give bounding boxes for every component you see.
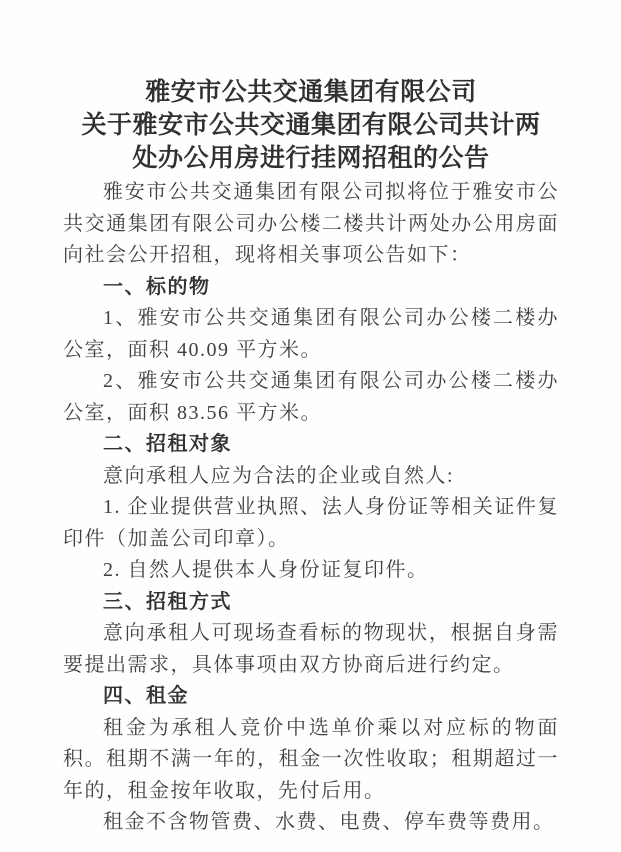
- intro-paragraph: 雅安市公共交通集团有限公司拟将位于雅安市公共交通集团有限公司办公楼二楼共计两处办公用房面向社会公开招租，现将相关事项公告如下：: [63, 181, 559, 266]
- document-title-line: 关于雅安市公共交通集团有限公司共计两: [81, 112, 541, 139]
- paragraph-eligibility: 意向承租人应为合法的企业或自然人:: [103, 464, 455, 487]
- section-heading-subject-matter: 一、标的物: [103, 275, 211, 298]
- paragraph-individual-requirement: 2. 自然人提供本人身份证复印件。: [103, 559, 429, 581]
- document-title-line: 处办公用房进行挂网招租的公告: [132, 145, 490, 172]
- document-title: [63, 76, 559, 175]
- document-title-line: 雅安市公共交通集团有限公司: [145, 79, 477, 106]
- paragraph-rent-terms: 租金为承租人竞价中选单价乘以对应标的物面积。租期不满一年的，租金一次性收取；租期超过一年的，租金按年收取，先付后用。: [63, 716, 559, 802]
- section-heading-lease-targets: 二、招租对象: [103, 433, 232, 455]
- section-heading-rent: 四、租金: [103, 685, 189, 707]
- paragraph-lease-method: 意向承租人可现场查看标的物现状，根据自身需要提出需求，具体事项由双方协商后进行约定。: [63, 622, 559, 676]
- paragraph-enterprise-requirement: 1. 企业提供营业执照、法人身份证等相关证件复印件（加盖公司印章）。: [63, 496, 559, 550]
- paragraph-property-2: 2、雅安市公共交通集团有限公司办公楼二楼办公室，面积 83.56 平方米。: [63, 370, 559, 424]
- section-heading-lease-method: 三、招租方式: [103, 590, 232, 613]
- paragraph-property-1: 1、雅安市公共交通集团有限公司办公楼二楼办公室，面积 40.09 平方米。: [63, 307, 559, 361]
- paragraph-rent-exclusions: 租金不含物管费、水费、电费、停车费等费用。: [103, 811, 555, 833]
